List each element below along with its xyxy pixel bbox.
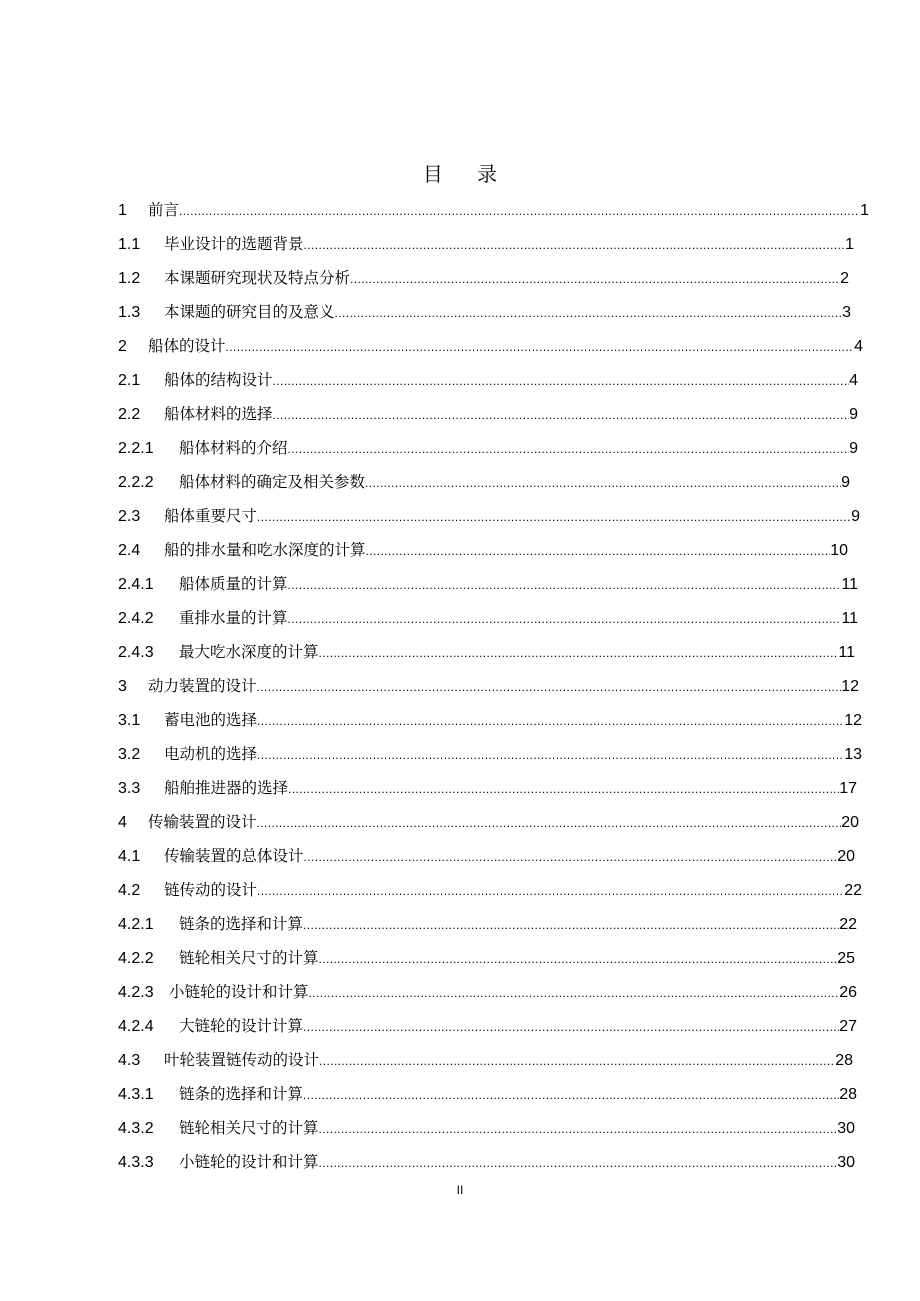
toc-entry[interactable] xyxy=(118,1082,857,1106)
toc-entry-page: 11 xyxy=(838,644,855,661)
toc-dot-leader xyxy=(273,369,850,393)
toc-entry-page: 12 xyxy=(841,678,859,695)
toc-dot-leader xyxy=(273,403,850,427)
toc-entry-number: 2.4.1 xyxy=(118,576,154,593)
toc-dot-leader xyxy=(257,675,842,699)
toc-entry-number: 1.2 xyxy=(118,270,141,287)
toc-entry-number: 4.2.4 xyxy=(118,1018,154,1035)
toc-entry-number: 4 xyxy=(118,814,127,831)
toc-entry[interactable] xyxy=(118,946,855,970)
toc-entry-title: 最大吃水深度的计算 xyxy=(179,643,319,661)
toc-entry[interactable] xyxy=(118,980,857,1004)
toc-entry[interactable] xyxy=(118,844,855,868)
toc-dot-leader xyxy=(179,199,860,223)
toc-dot-leader xyxy=(309,981,840,1005)
toc-entry[interactable] xyxy=(118,572,858,596)
toc-entry-page: 9 xyxy=(841,474,850,491)
toc-entry-number: 3.1 xyxy=(118,712,141,729)
toc-entry-title: 大链轮的设计计算 xyxy=(179,1017,304,1035)
toc-entry-title: 小链轮的设计和计算 xyxy=(179,1153,319,1171)
toc-entry[interactable] xyxy=(118,776,857,800)
toc-entry-page: 2 xyxy=(840,270,849,287)
toc-entry[interactable] xyxy=(118,1150,855,1174)
toc-dot-leader xyxy=(303,913,839,937)
toc-title: 目 录 xyxy=(422,162,512,186)
toc-entry-title: 前言 xyxy=(148,201,180,219)
toc-entry-page: 30 xyxy=(837,1120,855,1137)
toc-entry-title: 链条的选择和计算 xyxy=(179,1085,304,1103)
toc-entry-title: 毕业设计的选题背景 xyxy=(164,235,304,253)
toc-entry[interactable] xyxy=(118,198,869,222)
toc-entry-number: 2.2 xyxy=(118,406,141,423)
toc-entry-title: 传输装置的设计 xyxy=(148,813,257,831)
toc-entry-title: 船体材料的选择 xyxy=(164,405,273,423)
toc-dot-leader xyxy=(319,947,838,971)
toc-entry-title: 船舶推进器的选择 xyxy=(164,779,289,797)
toc-entry-title: 电动机的选择 xyxy=(164,745,258,763)
toc-entry-number: 2.1 xyxy=(118,372,141,389)
toc-entry-page: 9 xyxy=(851,508,860,525)
toc-entry[interactable] xyxy=(118,912,857,936)
toc-entry-page: 22 xyxy=(839,916,857,933)
toc-entry[interactable] xyxy=(118,708,862,732)
toc-entry[interactable] xyxy=(118,674,859,698)
toc-entry-page: 4 xyxy=(854,338,863,355)
toc-entry-page: 10 xyxy=(830,542,848,559)
toc-entry-title: 船体重要尺寸 xyxy=(164,507,258,525)
toc-dot-leader xyxy=(365,471,841,495)
toc-entry-page: 17 xyxy=(839,780,857,797)
toc-entry-page: 28 xyxy=(835,1052,853,1069)
toc-entry-page: 3 xyxy=(842,304,851,321)
toc-entry[interactable] xyxy=(118,1014,857,1038)
toc-entry-number: 4.2.3 xyxy=(118,984,154,1001)
toc-entry-title: 船体的结构设计 xyxy=(164,371,273,389)
toc-entry-page: 22 xyxy=(844,882,862,899)
toc-entry[interactable] xyxy=(118,1116,855,1140)
toc-entry-number: 4.2.2 xyxy=(118,950,154,967)
toc-entry-number: 4.3.3 xyxy=(118,1154,154,1171)
toc-entry[interactable] xyxy=(118,640,855,664)
toc-entry-title: 船的排水量和吃水深度的计算 xyxy=(164,541,366,559)
toc-entry[interactable] xyxy=(118,402,858,426)
toc-entry-number: 2.4.2 xyxy=(118,610,154,627)
toc-entry-number: 2.3 xyxy=(118,508,141,525)
toc-dot-leader xyxy=(303,1083,839,1107)
toc-entry-number: 1 xyxy=(118,202,127,219)
toc-entry-title: 小链轮的设计和计算 xyxy=(169,983,309,1001)
toc-dot-leader xyxy=(257,879,844,903)
toc-entry[interactable] xyxy=(118,810,859,834)
toc-dot-leader xyxy=(288,607,842,631)
toc-entry-title: 链传动的设计 xyxy=(164,881,258,899)
toc-entry-number: 3.3 xyxy=(118,780,141,797)
toc-dot-leader xyxy=(335,301,843,325)
toc-dot-leader xyxy=(319,1151,838,1175)
toc-entry-page: 12 xyxy=(844,712,862,729)
toc-entry-number: 4.3.2 xyxy=(118,1120,154,1137)
page-number-footer: II xyxy=(456,1183,464,1197)
toc-entry-number: 1.3 xyxy=(118,304,141,321)
toc-entry-title: 船体的设计 xyxy=(148,337,226,355)
toc-entry[interactable] xyxy=(118,334,863,358)
toc-dot-leader xyxy=(319,1049,835,1073)
toc-dot-leader xyxy=(304,233,846,257)
toc-dot-leader xyxy=(304,845,838,869)
toc-entry-page: 20 xyxy=(841,814,859,831)
toc-entry-page: 9 xyxy=(849,406,858,423)
toc-entry-title: 蓄电池的选择 xyxy=(164,711,258,729)
toc-entry-title: 动力装置的设计 xyxy=(148,677,257,695)
toc-entry-page: 11 xyxy=(841,610,858,627)
toc-dot-leader xyxy=(257,505,851,529)
toc-entry-page: 4 xyxy=(849,372,858,389)
toc-dot-leader xyxy=(319,641,839,665)
toc-entry-title: 叶轮装置链传动的设计 xyxy=(164,1051,320,1069)
toc-entry-number: 2.2.1 xyxy=(118,440,154,457)
toc-entry-page: 30 xyxy=(837,1154,855,1171)
toc-dot-leader xyxy=(257,709,844,733)
toc-entry-title: 船体质量的计算 xyxy=(179,575,288,593)
toc-entry-number: 4.2 xyxy=(118,882,141,899)
toc-entry[interactable] xyxy=(118,300,851,324)
toc-entry[interactable] xyxy=(118,470,850,494)
toc-dot-leader xyxy=(257,743,844,767)
toc-dot-leader xyxy=(288,777,839,801)
toc-entry-title: 本课题的研究目的及意义 xyxy=(164,303,335,321)
toc-entry-number: 4.2.1 xyxy=(118,916,154,933)
toc-entry-page: 26 xyxy=(839,984,857,1001)
toc-entry[interactable] xyxy=(118,878,862,902)
toc-entry-title: 链轮相关尺寸的计算 xyxy=(179,1119,319,1137)
toc-entry-page: 1 xyxy=(860,202,869,219)
toc-dot-leader xyxy=(350,267,840,291)
toc-entry-number: 2.4 xyxy=(118,542,141,559)
toc-entry-page: 9 xyxy=(849,440,858,457)
toc-entry-title: 链条的选择和计算 xyxy=(179,915,304,933)
toc-entry-number: 2.4.3 xyxy=(118,644,154,661)
toc-entry-page: 27 xyxy=(839,1018,857,1035)
toc-entry-number: 3 xyxy=(118,678,127,695)
toc-entry-title: 链轮相关尺寸的计算 xyxy=(179,949,319,967)
toc-entry[interactable] xyxy=(118,504,860,528)
toc-entry-page: 1 xyxy=(845,236,854,253)
toc-entry-page: 25 xyxy=(837,950,855,967)
toc-dot-leader xyxy=(226,335,855,359)
toc-entry-page: 11 xyxy=(841,576,858,593)
toc-dot-leader xyxy=(319,1117,838,1141)
toc-entry[interactable] xyxy=(118,266,849,290)
toc-entry[interactable] xyxy=(118,232,854,256)
toc-dot-leader xyxy=(366,539,831,563)
toc-entry-number: 4.3 xyxy=(118,1052,141,1069)
toc-entry-title: 本课题研究现状及特点分析 xyxy=(164,269,351,287)
toc-dot-leader xyxy=(288,437,850,461)
toc-entry[interactable] xyxy=(118,538,848,562)
toc-entry[interactable] xyxy=(118,742,862,766)
toc-entry-title: 船体材料的确定及相关参数 xyxy=(179,473,366,491)
toc-entry-page: 20 xyxy=(837,848,855,865)
toc-entry[interactable] xyxy=(118,606,858,630)
toc-entry-number: 2 xyxy=(118,338,127,355)
toc-dot-leader xyxy=(257,811,842,835)
toc-entry-title: 船体材料的介绍 xyxy=(179,439,288,457)
toc-entry-page: 13 xyxy=(844,746,862,763)
toc-entry[interactable] xyxy=(118,1048,853,1072)
toc-entry-title: 重排水量的计算 xyxy=(179,609,288,627)
toc-entry-page: 28 xyxy=(839,1086,857,1103)
toc-dot-leader xyxy=(288,573,842,597)
toc-entry-number: 4.1 xyxy=(118,848,141,865)
toc-entry-number: 1.1 xyxy=(118,236,141,253)
toc-entry[interactable] xyxy=(118,436,858,460)
toc-entry[interactable] xyxy=(118,368,858,392)
toc-dot-leader xyxy=(303,1015,839,1039)
toc-entry-number: 2.2.2 xyxy=(118,474,154,491)
toc-entry-number: 3.2 xyxy=(118,746,141,763)
toc-entry-number: 4.3.1 xyxy=(118,1086,154,1103)
toc-entry-title: 传输装置的总体设计 xyxy=(164,847,304,865)
